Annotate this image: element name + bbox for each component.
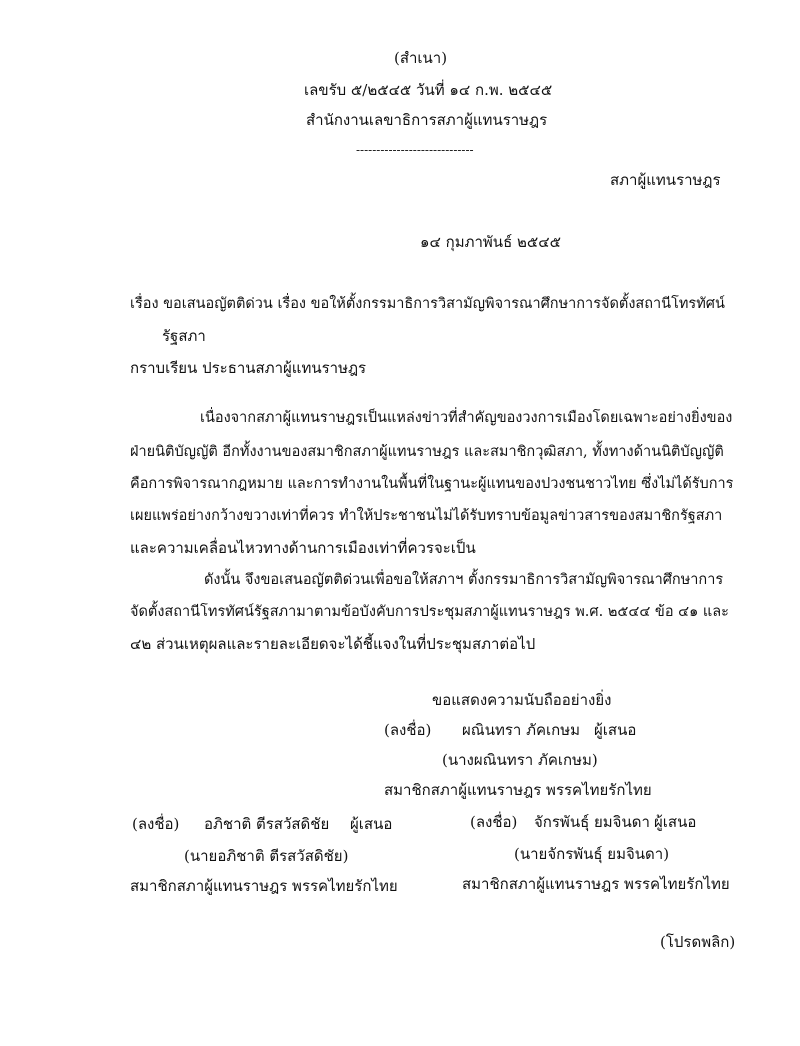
main-position: สมาชิกสภาผู้แทนราษฎร พรรคไทยรักไทย bbox=[384, 781, 652, 799]
closing: ขอแสดงความนับถืออย่างยิ่ง bbox=[432, 691, 612, 709]
body-p1-line: เนื่องจากสภาผู้แทนราษฎรเป็นแหล่งข่าวที่สำคัญของวงการเมืองโดยเฉพาะอย่างยิ่งของ bbox=[200, 410, 733, 426]
office-name: สำนักงานเลขาธิการสภาผู้แทนราษฎร bbox=[306, 111, 548, 129]
body-p1-line: และความเคลื่อนไหวทางด้านการเมืองเท่าที่ควรจะเป็น bbox=[130, 539, 476, 557]
turn-over-note: (โปรดพลิก) bbox=[660, 933, 736, 951]
subject-line-1: เรื่อง ขอเสนอญัตติด่วน เรื่อง ขอให้ตั้งกรรมาธิการวิสามัญพิจารณาศึกษาการจัดตั้งสถานีโทรทัศน์ bbox=[130, 296, 725, 312]
body-p1-line: คือการพิจารณากฎหมาย และการทำงานในพื้นที่ในฐานะผู้แทนของปวงชนชาวไทย ซึ่งไม่ได้รับการ bbox=[130, 476, 734, 492]
right-sign-label: (ลงชื่อ) bbox=[470, 813, 518, 831]
receipt-line: เลขรับ ๕/๒๕๔๕ วันที่ ๑๔ ก.พ. ๒๕๔๕ bbox=[304, 81, 553, 99]
left-name: (นายอภิชาติ ตีรสวัสดิชัย) bbox=[184, 847, 349, 865]
right-role: ผู้เสนอ bbox=[654, 813, 697, 831]
letter-date: ๑๔ กุมภาพันธ์ ๒๕๔๕ bbox=[420, 233, 561, 251]
right-signature: จักรพันธุ์ ยมจินดา bbox=[534, 813, 650, 831]
left-signature: อภิชาติ ตีรสวัสดิชัย bbox=[204, 815, 330, 833]
recipient-org: สภาผู้แทนราษฎร bbox=[610, 171, 721, 189]
header-separator: ----------------------------- bbox=[356, 143, 474, 157]
subject-line-2: รัฐสภา bbox=[162, 327, 206, 345]
left-position: สมาชิกสภาผู้แทนราษฎร พรรคไทยรักไทย bbox=[130, 877, 398, 895]
body-p2-line: ดังนั้น จึงขอเสนอญัตติด่วนเพื่อขอให้สภาฯ ตั้งกรรมาธิการวิสามัญพิจารณาศึกษาการ bbox=[204, 572, 724, 588]
main-signature: ผณินทรา ภัคเกษม bbox=[462, 721, 581, 739]
body-p1-line: เผยแพร่อย่างกว้างขวางเท่าที่ควร ทำให้ประชาชนไม่ได้รับทราบข้อมูลข่าวสารของสมาชิกรัฐสภา bbox=[130, 508, 723, 524]
main-role: ผู้เสนอ bbox=[594, 721, 637, 739]
right-name: (นายจักรพันธุ์ ยมจินดา) bbox=[514, 845, 670, 863]
main-name: (นางผณินทรา ภัคเกษม) bbox=[442, 751, 598, 769]
body-p2-line: ๔๒ ส่วนเหตุผลและรายละเอียดจะได้ชี้แจงในที่ประชุมสภาต่อไป bbox=[130, 635, 536, 653]
body-p2-line: จัดตั้งสถานีโทรทัศน์รัฐสภามาตามข้อบังคับการประชุมสภาผู้แทนราษฎร พ.ศ. ๒๕๔๔ ข้อ ๔๑ และ bbox=[130, 604, 729, 620]
right-position: สมาชิกสภาผู้แทนราษฎร พรรคไทยรักไทย bbox=[462, 875, 730, 893]
left-sign-label: (ลงชื่อ) bbox=[132, 815, 180, 833]
copy-mark: (สำเนา) bbox=[394, 49, 448, 67]
left-role: ผู้เสนอ bbox=[350, 815, 393, 833]
body-p1-line: ฝ่ายนิติบัญญัติ อีกทั้งงานของสมาชิกสภาผู้แทนราษฎร และสมาชิกวุฒิสภา, ทั้งทางด้านนิติบัญญัติ bbox=[130, 444, 724, 460]
main-sign-label: (ลงชื่อ) bbox=[384, 721, 432, 739]
salutation: กราบเรียน ประธานสภาผู้แทนราษฎร bbox=[130, 359, 367, 377]
